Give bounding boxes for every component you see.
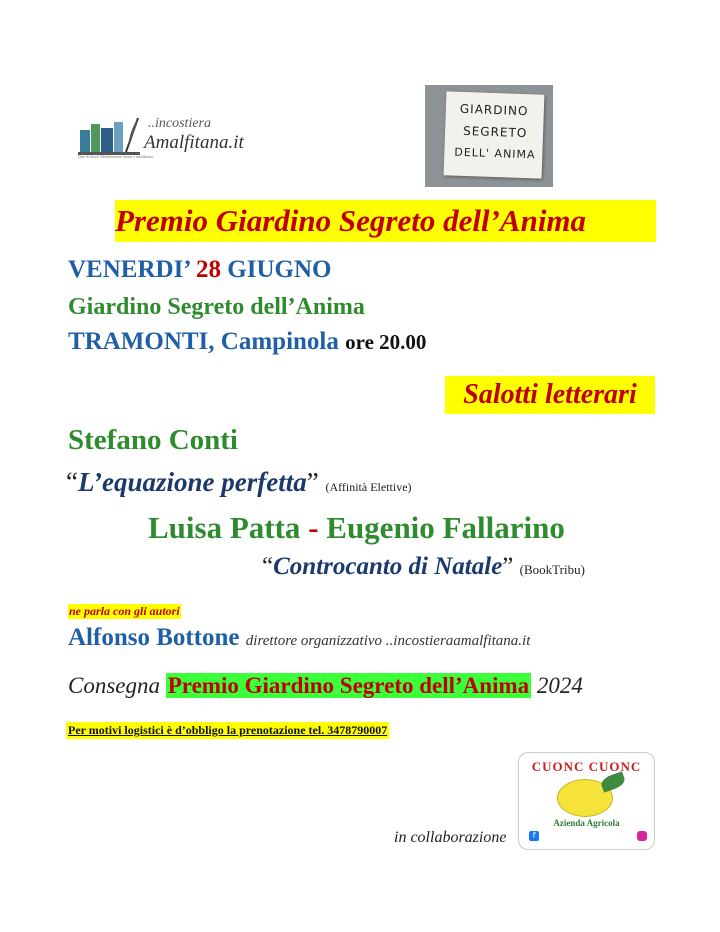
- sign-line-3: DELL' ANIMA: [454, 145, 536, 162]
- event-title: Premio Giardino Segreto dell’Anima: [115, 200, 656, 242]
- moderator-line: [68, 624, 530, 652]
- award-line: [68, 673, 583, 699]
- award-name: Premio Giardino Segreto dell’Anima: [167, 673, 530, 698]
- award-prefix: Consegna: [68, 673, 160, 698]
- author-2-name-a: Luisa Patta: [148, 510, 301, 545]
- moderator-name: Alfonso Bottone: [68, 624, 240, 651]
- author-2-book-title: Controcanto di Natale: [273, 553, 503, 580]
- logo-tagline-top: ..incostiera: [148, 116, 211, 131]
- partner-subtitle: Azienda Agricola: [553, 818, 620, 828]
- quote-close: ”: [502, 553, 514, 580]
- author-1-name: Stefano Conti: [68, 424, 238, 456]
- instagram-icon: [637, 831, 647, 841]
- quote-open: “: [66, 467, 78, 497]
- event-venue: Giardino Segreto dell’Anima: [68, 294, 365, 320]
- books-quill-icon: [78, 116, 142, 156]
- facebook-icon: f: [529, 831, 539, 841]
- sign-line-1: GIARDINO: [459, 101, 529, 119]
- author-2-name-b: Eugenio Fallarino: [326, 510, 565, 545]
- moderator-intro: ne parla con gli autori: [69, 604, 180, 618]
- quote-open: “: [262, 553, 274, 580]
- author-2-publisher: (BookTribu): [519, 562, 585, 577]
- booking-note: Per motivi logistici è d’obbligo la prenotazione tel. 3478790007: [68, 723, 388, 737]
- author-2-book-line: [262, 553, 585, 581]
- moderator-role: direttore organizzativo ..incostieraamalfitana.it: [245, 633, 531, 649]
- incostiera-amalfitana-logo: [78, 112, 244, 164]
- author-1-publisher: (Affinità Elettive): [325, 480, 412, 494]
- author-separator: -: [308, 510, 319, 545]
- event-place-name: TRAMONTI, Campinola: [68, 328, 339, 355]
- collaboration-label: in collaborazione: [394, 829, 507, 846]
- section-label: Salotti letterari: [445, 376, 655, 414]
- sign-line-2: SEGRETO: [462, 123, 528, 141]
- event-month: GIUGNO: [227, 256, 332, 283]
- award-year: 2024: [536, 673, 583, 698]
- author-1-book-title: L’equazione perfetta: [77, 467, 307, 497]
- partner-brand: CUONC CUONC: [531, 759, 642, 774]
- quote-close: ”: [306, 467, 319, 497]
- cuonc-cuonc-logo: [518, 752, 655, 850]
- event-weekday: VENERDI’: [68, 256, 190, 283]
- sign-plate: [444, 91, 545, 178]
- event-date: [68, 256, 331, 284]
- event-time: ore 20.00: [345, 330, 427, 354]
- author-2-names: [148, 510, 565, 546]
- garden-sign-photo: [425, 85, 553, 187]
- logo-tagline-main: Amalfitana.it: [144, 132, 244, 153]
- logo-tagline-small: Due di Storie Mediterranee Storie e amalfitana: [78, 154, 153, 159]
- event-place: [68, 328, 426, 356]
- author-1-book-line: [66, 467, 412, 498]
- event-day: 28: [196, 256, 222, 283]
